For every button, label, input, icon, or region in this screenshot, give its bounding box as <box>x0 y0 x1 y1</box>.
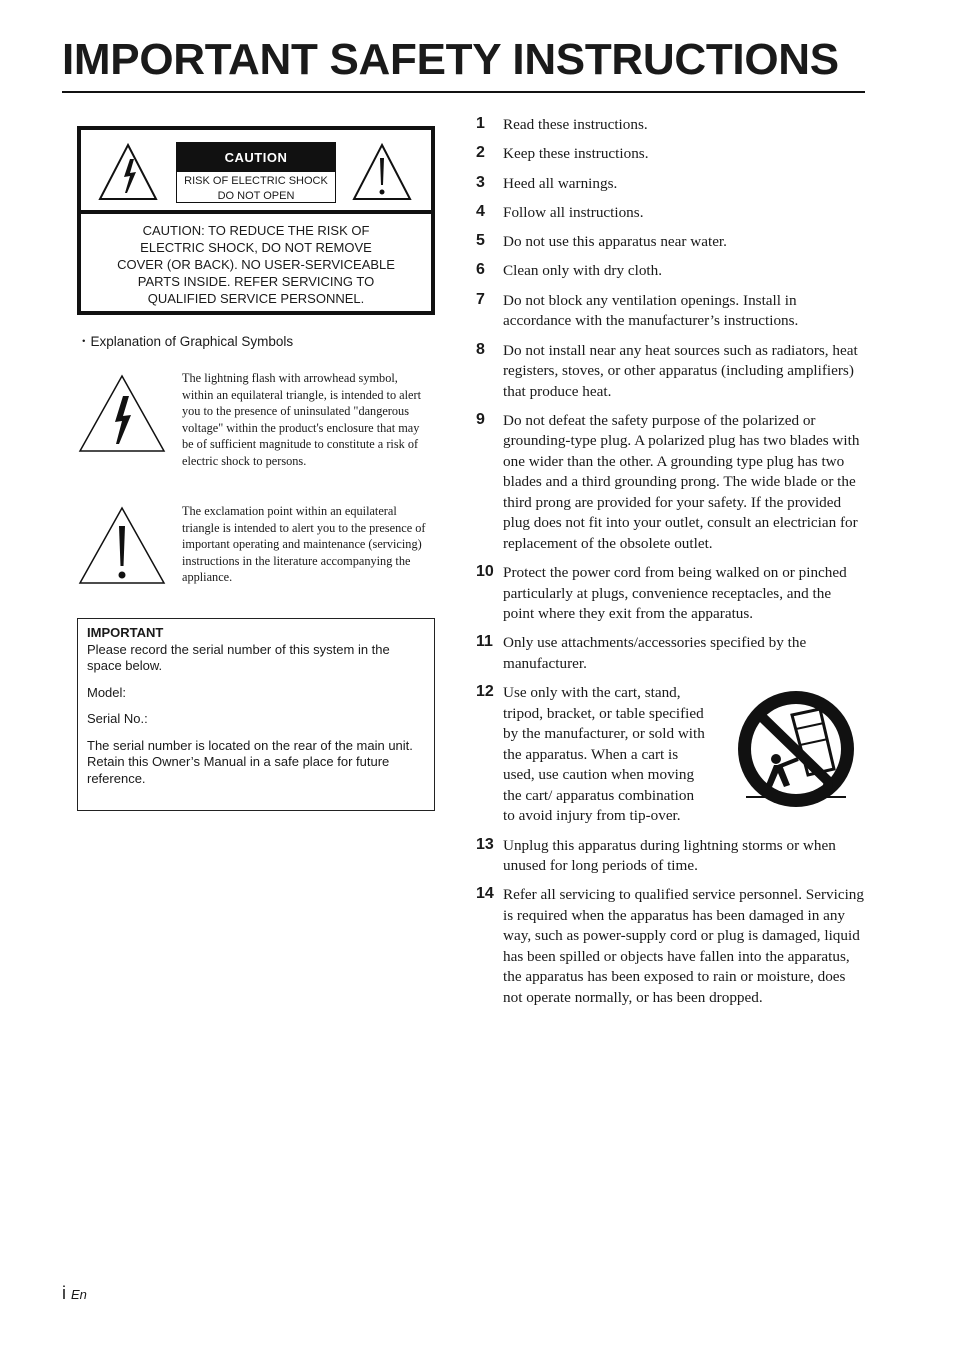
exclamation-explanation: The exclamation point within an equilateral triangle is intended to alert you to the presence of important operating and maintenance (servicing) instructions in the literature accompanying the appliance. <box>182 504 426 585</box>
list-item <box>476 563 866 625</box>
list-item <box>476 836 866 877</box>
symbols-heading: ・Explanation of Graphical Symbols <box>77 334 294 349</box>
list-item <box>476 115 866 136</box>
item-text: Unplug this apparatus during lightning storms or when unused for long periods of time. <box>503 836 836 875</box>
list-item <box>476 144 866 165</box>
model-field-label: Model: <box>87 684 127 700</box>
title-rule <box>62 91 865 93</box>
item-text: Refer all servicing to qualified service personnel. Servicing is required when the apparatus has been damaged in any way, such as power-supply cord or plug is damaged, liquid has been spilled or objects have fallen into the apparatus, the apparatus has been exposed to rain or moisture, does not operate normally, or has been dropped. <box>503 886 864 1006</box>
lightning-explanation: The lightning flash with arrowhead symbol, within an equilateral triangle, is intended to alert you to the presence of uninsulated "dangerous voltage" within the product's enclosure that may be of sufficient magnitude to constitute a risk of electric shock to persons. <box>182 371 422 468</box>
item-number: 3 <box>476 173 485 191</box>
item-text: Heed all warnings. <box>503 174 618 192</box>
item-text: Follow all instructions. <box>503 203 644 221</box>
item-text: Use only with the cart, stand, tripod, bracket, or table specified by the manufacturer, or sold with the apparatus. When a cart is used, use caution when moving the cart/ apparatus combination to avoid injury from tip-over. <box>503 684 705 825</box>
item-text: Protect the power cord from being walked on or pinched particularly at plugs, convenience receptacles, and the point where they exit from the apparatus. <box>503 564 847 623</box>
lightning-warning-icon <box>97 142 159 202</box>
item-number: 10 <box>476 563 494 581</box>
item-number: 13 <box>476 835 494 853</box>
list-item <box>476 291 866 332</box>
list-item <box>476 411 866 555</box>
item-number: 5 <box>476 232 485 250</box>
serial-location-note: The serial number is located on the rear of the main unit. <box>87 737 413 753</box>
caution-heading: CAUTION <box>177 143 335 172</box>
item-text: Do not use this apparatus near water. <box>503 233 727 251</box>
caution-subheading: RISK OF ELECTRIC SHOCK DO NOT OPEN <box>184 175 328 202</box>
item-text: Clean only with dry cloth. <box>503 262 663 280</box>
item-text: Keep these instructions. <box>503 145 649 163</box>
item-text: Only use attachments/accessories specified by the manufacturer. <box>503 634 807 672</box>
important-intro: Please record the serial number of this system in the space below. <box>87 641 390 673</box>
list-item <box>476 232 866 253</box>
cart-tip-over-warning-icon <box>736 689 856 809</box>
exclamation-triangle-icon <box>77 504 167 586</box>
important-notice <box>77 618 435 811</box>
page-footer <box>62 1283 87 1304</box>
item-number: 7 <box>476 290 485 308</box>
item-text: Do not block any ventilation openings. Install in accordance with the manufacturer’s instructions. <box>503 291 799 330</box>
item-number: 8 <box>476 340 485 358</box>
list-item <box>476 633 866 674</box>
item-number: 6 <box>476 261 485 279</box>
list-item <box>476 203 866 224</box>
caution-label <box>77 126 435 315</box>
language-code: En <box>71 1287 87 1302</box>
caution-divider <box>81 210 431 214</box>
list-item <box>476 261 866 282</box>
list-item <box>476 885 866 1008</box>
item-number: 12 <box>476 683 494 701</box>
item-number: 14 <box>476 885 494 903</box>
list-item <box>476 341 866 403</box>
list-item <box>476 683 866 827</box>
page-title: IMPORTANT SAFETY INSTRUCTIONS <box>62 35 839 84</box>
item-number: 9 <box>476 410 485 428</box>
item-number: 2 <box>476 144 485 162</box>
item-text: Do not install near any heat sources such as radiators, heat registers, stoves, or other apparatus (including amplifiers) that produce heat. <box>503 341 858 400</box>
item-text: Do not defeat the safety purpose of the polarized or grounding-type plug. A polarized plug has two blades with one wider than the other. A grounding type plug has two blades and a third grounding prong. The wide blade or the third prong are provided for your safety. If the provided plug does not fit into your outlet, consult an electrician for replacement of the obsolete outlet. <box>503 411 860 552</box>
instruction-list <box>476 115 866 1017</box>
caution-header-box <box>176 142 336 203</box>
lightning-triangle-icon <box>77 372 167 454</box>
item-number: 1 <box>476 115 485 132</box>
caution-text: CAUTION: TO REDUCE THE RISK OF ELECTRIC SHOCK, DO NOT REMOVE COVER (OR BACK). NO USER-SERVICEABLE PARTS INSIDE. REFER SERVICING TO QUALIFIED SERVICE PERSONNEL. <box>117 223 395 306</box>
page-number: i <box>62 1283 66 1303</box>
item-number: 11 <box>476 633 493 651</box>
serial-field-label: Serial No.: <box>87 711 148 726</box>
retain-manual-note: Retain this Owner’s Manual in a safe place for future reference. <box>87 754 390 786</box>
item-number: 4 <box>476 202 485 220</box>
item-text: Read these instructions. <box>503 116 648 133</box>
list-item <box>476 174 866 195</box>
important-title: IMPORTANT <box>87 625 164 640</box>
exclamation-warning-icon <box>351 142 413 202</box>
